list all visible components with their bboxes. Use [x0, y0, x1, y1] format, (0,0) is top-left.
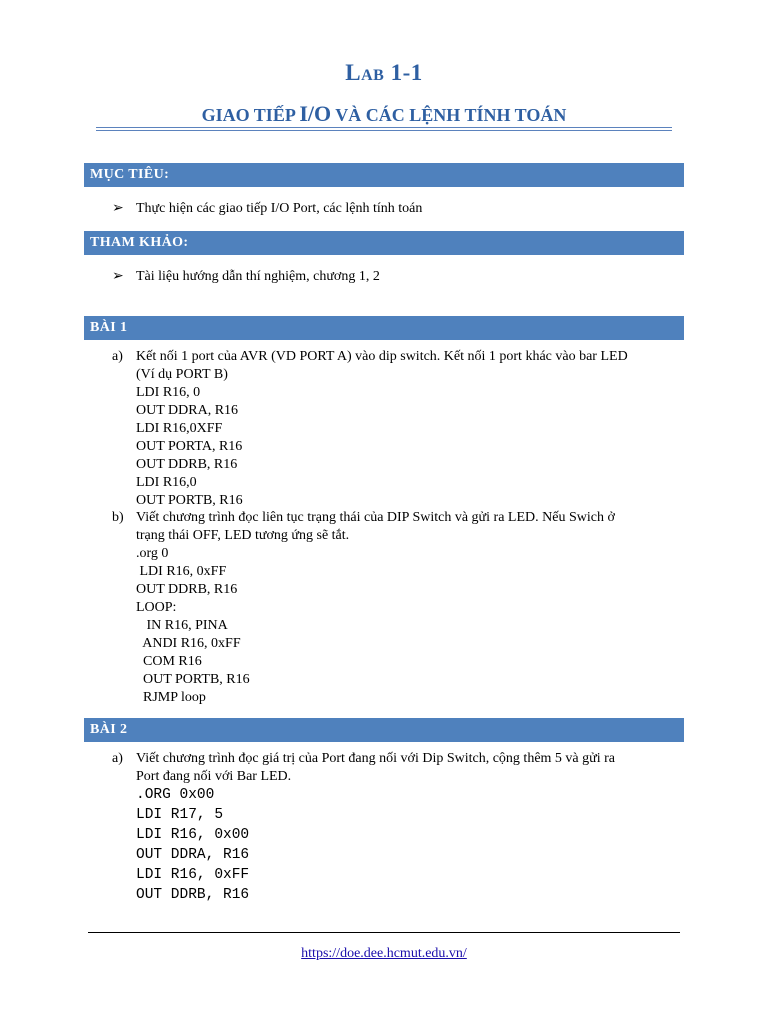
text-line: LDI R16, 0 [136, 385, 201, 400]
text-line: OUT DDRA, R16 [136, 847, 250, 863]
section-bai2-header: BÀI 2 [84, 718, 684, 742]
text-line: OUT DDRA, R16 [136, 403, 239, 418]
text-line: RJMP loop [136, 690, 206, 705]
text-line: Viết chương trình đọc giá trị của Port đang nối với Dip Switch, cộng thêm 5 và gửi ra [136, 751, 615, 766]
title-rule-top [96, 127, 672, 128]
subtitle-io: I/O [299, 101, 332, 126]
arrow-bullet-icon: ➢ [112, 201, 124, 216]
bai2-a-label: a) [112, 751, 123, 766]
section-objective-header: MỤC TIÊU: [84, 163, 684, 187]
text-line: OUT DDRB, R16 [136, 457, 238, 472]
text-line: OUT DDRB, R16 [136, 887, 250, 903]
text-line: IN R16, PINA [136, 618, 228, 633]
text-line: Port đang nối với Bar LED. [136, 769, 292, 784]
objective-bullet [112, 200, 422, 218]
objective-bullet-text: Thực hiện các giao tiếp I/O Port, các lệnh tính toán [136, 201, 423, 216]
text-line: Kết nối 1 port của AVR (VD PORT A) vào dip switch. Kết nối 1 port khác vào bar LED [136, 349, 628, 364]
subtitle-post: VÀ CÁC LỆNH TÍNH TOÁN [331, 105, 567, 125]
text-line: COM R16 [136, 654, 202, 669]
text-line: .ORG 0x00 [136, 787, 215, 803]
text-line: OUT PORTA, R16 [136, 439, 243, 454]
text-line: OUT DDRB, R16 [136, 582, 238, 597]
text-line: LDI R17, 5 [136, 807, 224, 823]
text-line: LDI R16, 0xFF [136, 867, 250, 883]
text-line: LDI R16, 0x00 [136, 827, 250, 843]
text-line: Viết chương trình đọc liên tục trạng thái của DIP Switch và gửi ra LED. Nếu Swich ở [136, 510, 615, 525]
lab-title: Lab 1-1 [345, 60, 423, 85]
section-bai1-header: BÀI 1 [84, 316, 684, 340]
lab-subtitle [0, 101, 768, 127]
section-reference-header: THAM KHẢO: [84, 231, 684, 255]
text-line: LDI R16,0 [136, 475, 197, 490]
bai1-a-label: a) [112, 349, 123, 364]
text-line: LDI R16,0XFF [136, 421, 223, 436]
title-rule-bottom [96, 130, 672, 131]
footer-rule [88, 932, 680, 933]
text-line: trạng thái OFF, LED tương ứng sẽ tắt. [136, 528, 350, 543]
text-line: ANDI R16, 0xFF [136, 636, 241, 651]
text-line: OUT PORTB, R16 [136, 672, 250, 687]
bai1-b-label: b) [112, 510, 124, 525]
text-line: LDI R16, 0xFF [136, 564, 227, 579]
arrow-bullet-icon: ➢ [112, 269, 124, 284]
footer-link[interactable]: https://doe.dee.hcmut.edu.vn/ [301, 946, 467, 961]
subtitle-pre: GIAO TIẾP [201, 105, 300, 125]
text-line: OUT PORTB, R16 [136, 493, 243, 508]
text-line: (Ví dụ PORT B) [136, 367, 228, 382]
text-line: LOOP: [136, 600, 177, 615]
reference-bullet-text: Tài liệu hướng dẫn thí nghiệm, chương 1, 2 [136, 269, 380, 284]
text-line: .org 0 [136, 546, 169, 561]
reference-bullet [112, 268, 380, 286]
